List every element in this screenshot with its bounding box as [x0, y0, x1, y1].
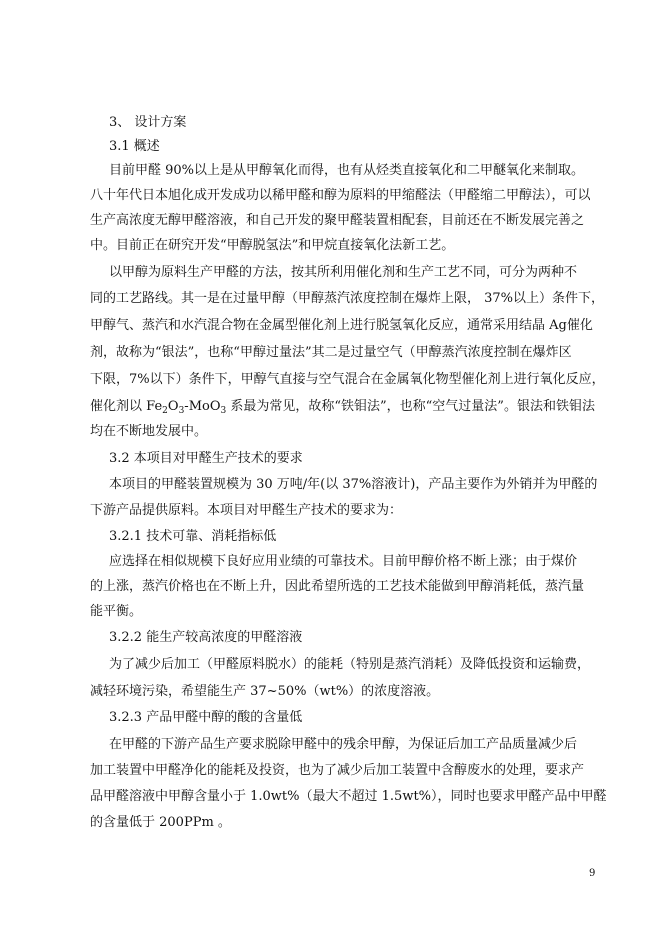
- paragraph-line: 下限，7%以下）条件下，甲醇气直接与空气混合在金属氧化物型催化剂上进行氧化反应，: [90, 372, 605, 387]
- paragraph-line: 本项目的甲醛装置规模为 30 万吨/年(以 37%溶液计)，产品主要作为外销并为甲醛的: [109, 477, 598, 492]
- section-3-2-1-title: 3.2.1 技术可靠、消耗指标低: [109, 529, 277, 544]
- page-number: 9: [589, 868, 596, 879]
- paragraph-line: 生产高浓度无醇甲醛溶液，和自己开发的聚甲醛装置相配套，目前还在不断发展完善之: [90, 213, 585, 228]
- paragraph-line: 减轻环境污染，希望能生产 37~50%（wt%）的浓度溶液。: [90, 684, 440, 699]
- section-3-2-title: 3.2 本项目对甲醛生产技术的要求: [109, 451, 303, 466]
- section-3-2-3-title: 3.2.3 产品甲醛中醇的酸的含量低: [109, 710, 303, 725]
- paragraph-line: 八十年代日本旭化成开发成功以稀甲醛和醇为原料的甲缩醛法（甲醛缩二甲醇法），可以: [90, 188, 591, 203]
- paragraph-line: 能平衡。: [90, 604, 143, 619]
- paragraph-line: 为了减少后加工（甲醛原料脱水）的能耗（特别是蒸汽消耗）及降低投资和运输费，: [109, 657, 591, 672]
- paragraph-line: 加工装置中甲醛净化的能耗及投资，也为了减少后加工装置中含醇废水的处理，要求产: [90, 763, 585, 778]
- paragraph-line: 目前甲醛 90%以上是从甲醇氧化而得，也有从烃类直接氧化和二甲醚氧化来制取。: [109, 163, 585, 178]
- section-3-1-title: 3.1 概述: [109, 139, 160, 154]
- paragraph-line: 中。目前正在研究开发“甲醇脱氢法”和甲烷直接氧化法新工艺。: [90, 238, 455, 253]
- paragraph-line: 同的工艺路线。其一是在过量甲醇（甲醇蒸汽浓度控制在爆炸上限， 37%以上）条件下，: [90, 291, 605, 306]
- paragraph-line: 的上涨，蒸汽价格也在不断上升，因此希望所选的工艺技术能做到甲醇消耗低，蒸汽量: [90, 579, 585, 594]
- paragraph-line: 在甲醛的下游产品生产要求脱除甲醛中的残余甲醇，为保证后加工产品质量减少后: [109, 737, 578, 752]
- section-3-2-2-title: 3.2.2 能生产较高浓度的甲醛溶液: [109, 630, 303, 645]
- paragraph-line: 甲醇气、蒸汽和水汽混合物在金属型催化剂上进行脱氢氧化反应，通常采用结晶 Ag催化: [90, 318, 593, 333]
- paragraph-line: 应选择在相似规模下良好应用业绩的可靠技术。目前甲醇价格不断上涨；由于煤价: [109, 554, 578, 569]
- paragraph-line: 以甲醇为原料生产甲醛的方法，按其所利用催化剂和生产工艺不同，可分为两种不: [109, 265, 578, 280]
- catalyst-formula-line: 催化剂以 $Fe_2O_3-MoO_3$ 系最为常见，故称“铁钼法”，也称“空气过量法”。银法和铁钼法: [90, 399, 595, 416]
- paragraph-line: 剂，故称为“银法”，也称“甲醇过量法”其二是过量空气（甲醇蒸汽浓度控制在爆炸区: [90, 345, 572, 360]
- paragraph-line: 均在不断地发展中。: [90, 424, 208, 439]
- section-heading: 3、 设计方案: [109, 115, 187, 130]
- paragraph-line: 品甲醛溶液中甲醇含量小于 1.0wt%（最大不超过 1.5wt%），同时也要求甲醛产品中甲醛: [90, 789, 607, 804]
- paragraph-line: 的含量低于 200PPm 。: [90, 815, 231, 830]
- paragraph-line: 下游产品提供原料。本项目对甲醛生产技术的要求为：: [90, 503, 403, 518]
